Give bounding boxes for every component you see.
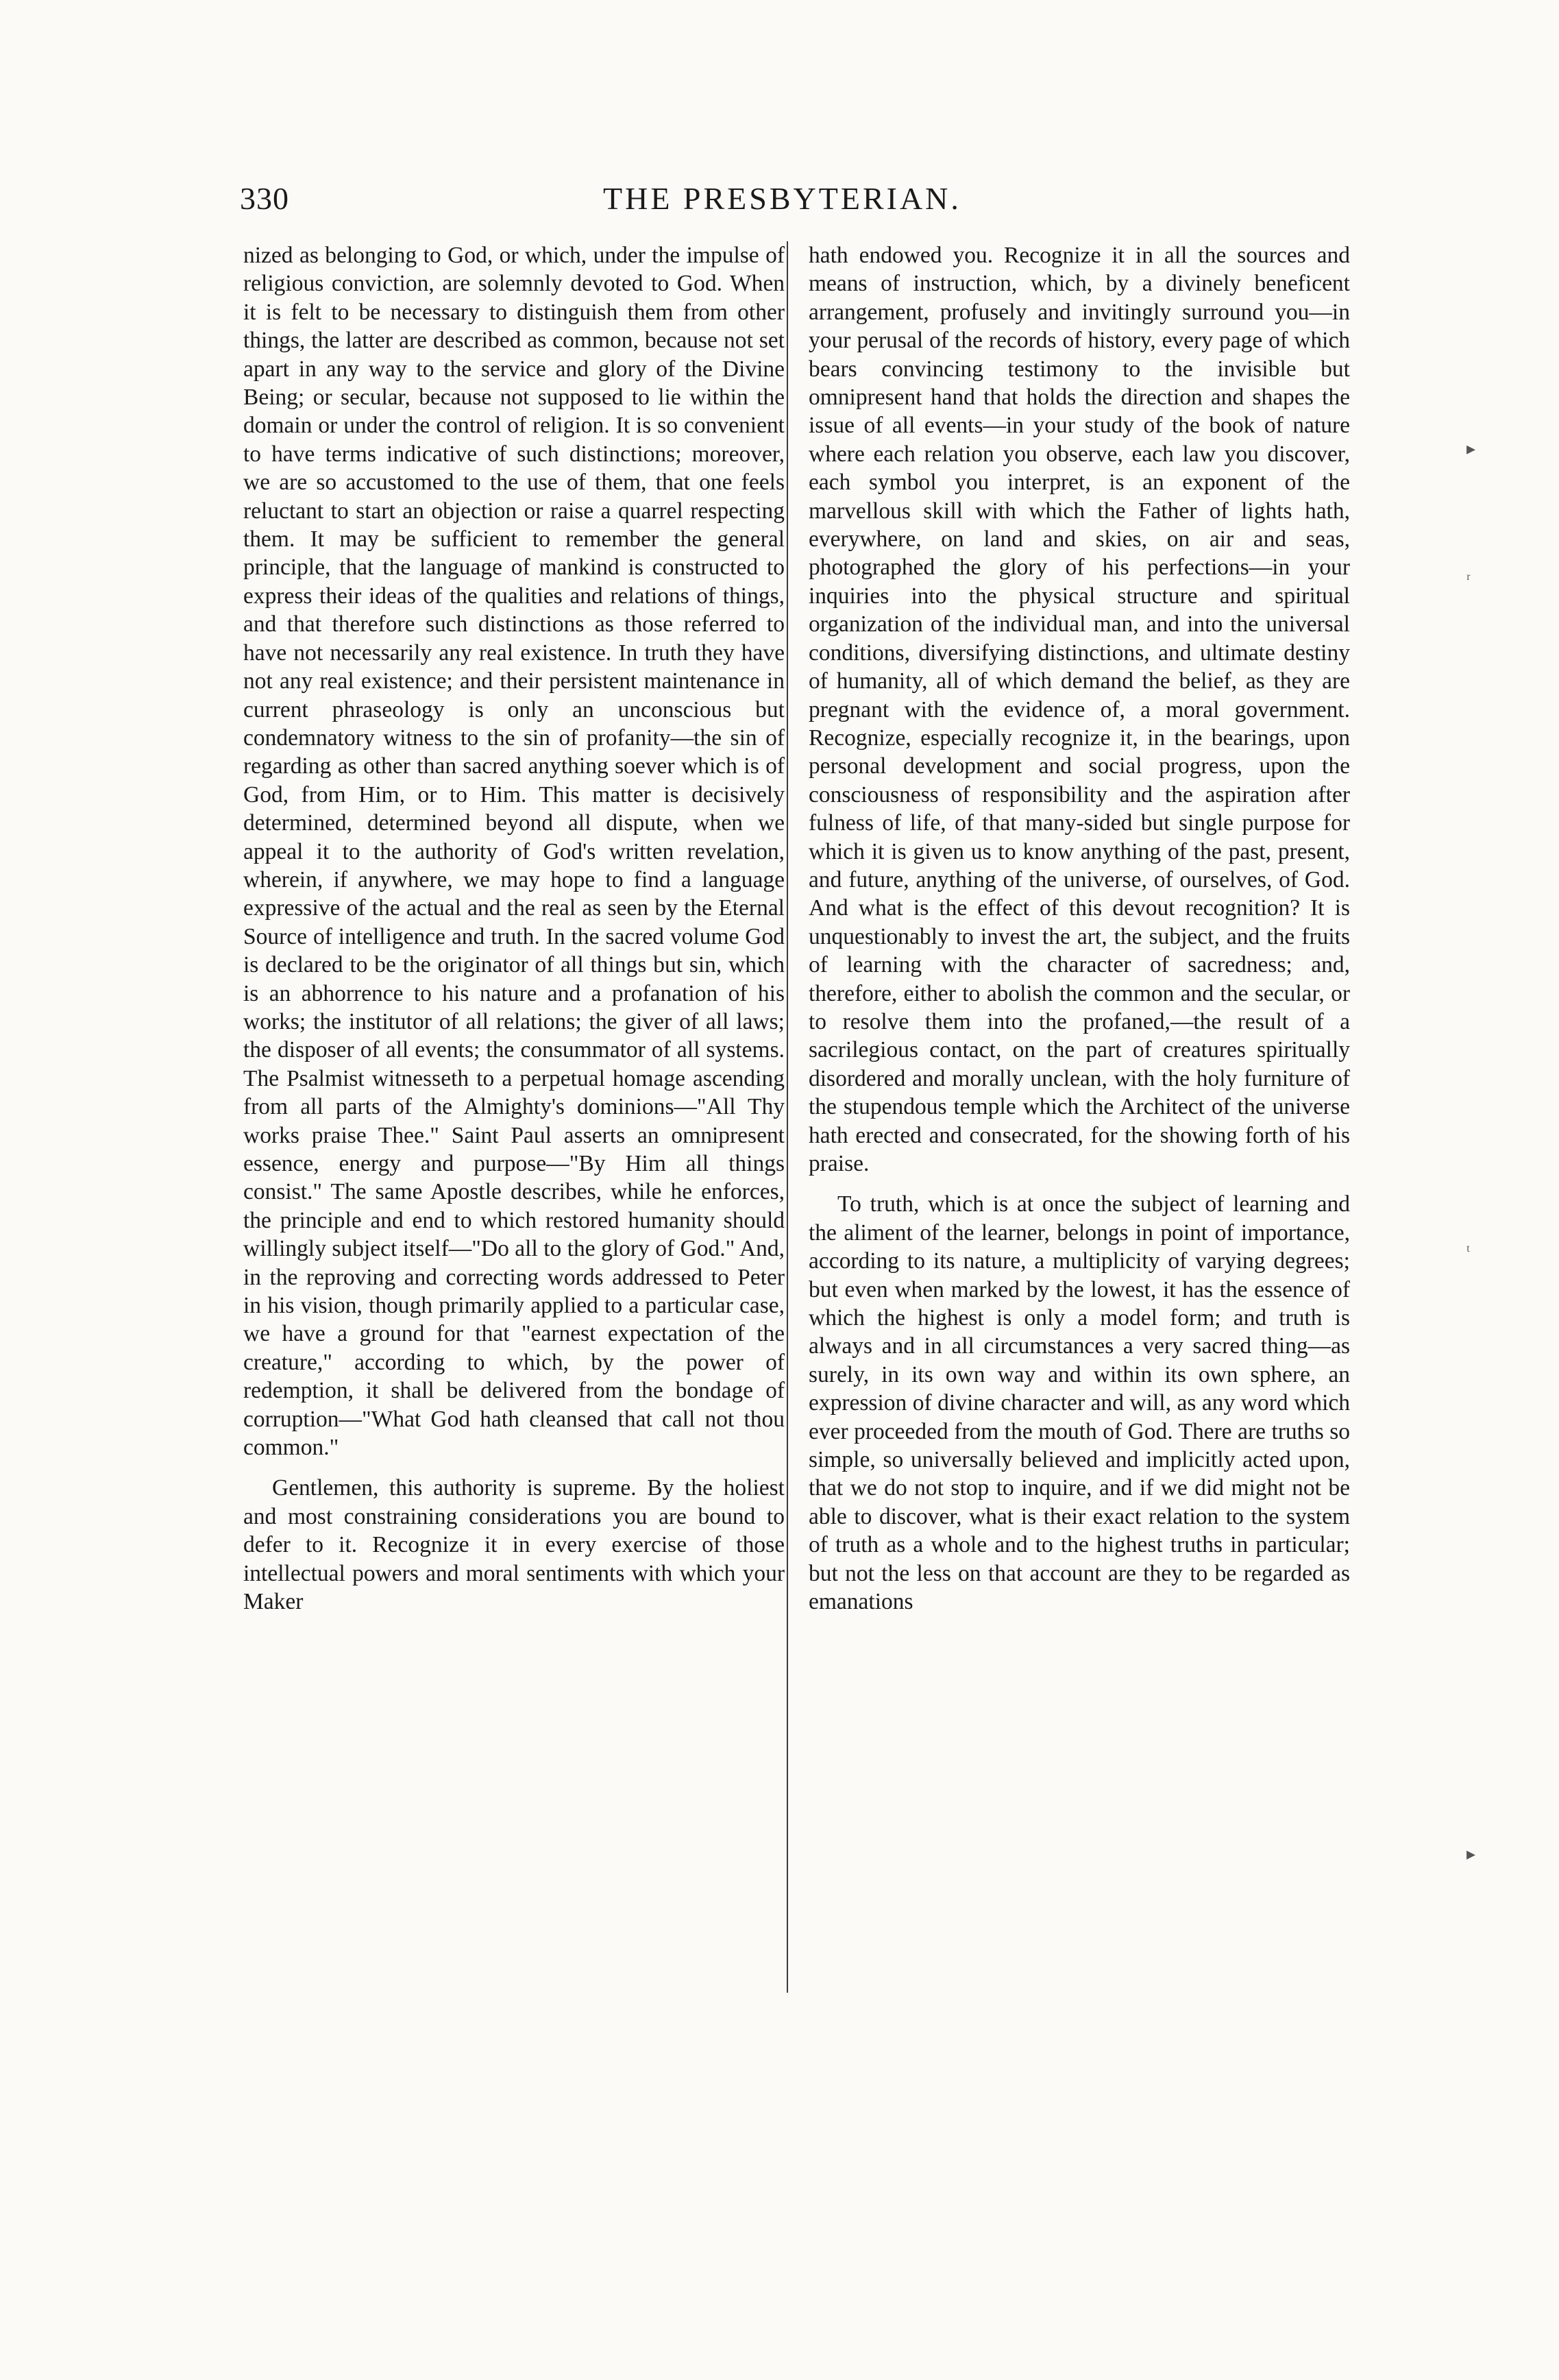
margin-speck: ▸: [1466, 1844, 1476, 1864]
margin-speck: ʳ: [1466, 569, 1471, 589]
left-paragraph-2: Gentlemen, this authority is supreme. By the holiest and most constraining considerations you are bound to defer to it. Recognize it in every exercise of those intellectual powers and moral sentiments with which your Maker: [243, 1475, 785, 1615]
page-number: 330: [240, 181, 289, 216]
right-paragraph-1: hath endowed you. Recognize it in all the sources and means of instruction, which, by a divinely beneficent arrangement, profusely and invitingly surround you—in your perusal of the records of history, every page of which bears convincing testimony to the invisible but omnipresent hand that holds the direction and shapes the issue of all events—in your study of the book of nature where each relation you observe, each law you discover, each symbol you interpret, is an exponent of the marvellous skill with which the Father of lights hath, everywhere, on land and skies, on air and seas, photographed the glory of his perfections—in your inquiries into the physical structure and spiritual organization of the individual man, and into the universal conditions, diversifying distinctions, and ultimate destiny of humanity, all of which demand the belief, as they are pregnant with the evidence of, a moral government. Recognize, especially recognize it, in the bearings, upon personal development and social progress, upon the consciousness of responsibility and the aspiration after fulness of life, of that many-sided but single purpose for which it is given us to know anything of the past, present, and future, anything of the universe, of ourselves, of God. And what is the effect of this devout recognition? It is unquestionably to invest the art, the subject, and the fruits of learning with the character of sacredness; and, therefore, either to abolish the common and the secular, or to resolve them into the profaned,—the result of a sacrilegious contact, on the part of creatures spiritually disordered and morally unclean, with the holy furniture of the stupendous temple which the Architect of the universe hath erected and consecrated, for the showing forth of his praise.: [809, 243, 1350, 1176]
margin-speck: ▸: [1466, 439, 1476, 459]
running-head: THE PRESBYTERIAN.: [603, 181, 961, 216]
right-column: [809, 241, 1350, 1616]
column-divider: [787, 241, 788, 1993]
right-paragraph-2: To truth, which is at once the subject of learning and the aliment of the learner, belongs in point of importance, according to its nature, a multiplicity of varying degrees; but even when marked by the lowest, it has the essence of which the highest is only a model form; and truth is always and in all circumstances a very sacred thing—as surely, in its own way and within its own sphere, an expression of divine character and will, as any word which ever proceeded from the mouth of God. There are truths so simple, so universally believed and implicitly acted upon, that we do not stop to inquire, and if we did might not be able to discover, what is their exact relation to the system of truth as a whole and to the highest truths in particular; but not the less on that account are they to be regarded as emanations: [809, 1191, 1350, 1615]
left-paragraph-1: nized as belonging to God, or which, under the impulse of religious conviction, are solemnly devoted to God. When it is felt to be necessary to distinguish them from other things, the latter are described as common, because not set apart in any way to the service and glory of the Divine Being; or secular, because not supposed to lie within the domain or under the control of religion. It is so convenient to have terms indicative of such distinctions; moreover, we are so accustomed to the use of them, that one feels reluctant to start an objection or raise a quarrel respecting them. It may be sufficient to remember the general principle, that the language of mankind is constructed to express their ideas of the qualities and relations of things, and that therefore such distinctions as those referred to have not necessarily any real existence. In truth they have not any real existence; and their persistent maintenance in current phraseology is only an unconscious but condemnatory witness to the sin of profanity—the sin of regarding as other than sacred anything soever which is of God, from Him, or to Him. This matter is decisively determined, determined beyond all dispute, when we appeal it to the authority of God's written revelation, wherein, if anywhere, we may hope to find a language expressive of the actual and the real as seen by the Eternal Source of intelligence and truth. In the sacred volume God is declared to be the originator of all things but sin, which is an abhorrence to his nature and a profanation of his works; the institutor of all relations; the giver of all laws; the disposer of all events; the consummator of all systems. The Psalmist witnesseth to a perpetual homage ascending from all parts of the Almighty's dominions—"All Thy works praise Thee." Saint Paul asserts an omnipresent essence, energy and purpose—"By Him all things consist." The same Apostle describes, while he enforces, the principle and end to which restored humanity should willingly subject itself—"Do all to the glory of God." And, in the reproving and correcting words addressed to Peter in his vision, though primarily applied to a particular case, we have a ground for that "earnest expectation of the creature," according to which, by the power of redemption, it shall be delivered from the bondage of corruption—"What God hath cleansed that call not thou common.": [243, 243, 785, 1461]
left-column: [243, 241, 785, 1616]
margin-speck: ᵗ: [1466, 1241, 1470, 1261]
